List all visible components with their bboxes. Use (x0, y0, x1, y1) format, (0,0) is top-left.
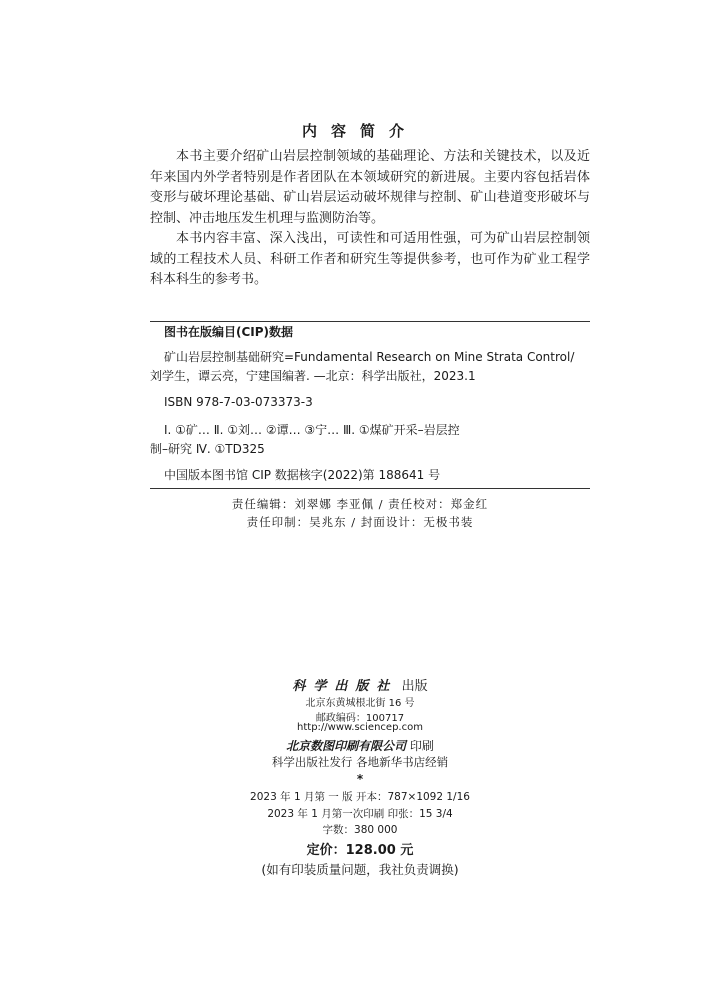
cip-title-line-2: 刘学生，谭云亮，宁建国编著. —北京：科学出版社，2023.1 (150, 369, 476, 383)
publisher-line (0, 675, 720, 694)
publisher-website: http://www.sciencep.com (297, 722, 423, 733)
publisher-suffix: 出版 (397, 679, 428, 694)
cip-isbn: ISBN 978-7-03-073373-3 (164, 395, 313, 409)
cip-heading: 图书在版编目(CIP)数据 (164, 325, 294, 339)
cip-title-line-1: 矿山岩层控制基础研究=Fundamental Research on Mine Strata Control/ (164, 350, 575, 364)
cip-block (150, 323, 590, 485)
cip-class-line-1: Ⅰ. ①矿… Ⅱ. ①刘… ②谭… ③宁… Ⅲ. ①煤矿开采–岩层控 (164, 423, 460, 437)
summary-title: 内容简介 (301, 122, 418, 140)
publisher-postcode: 邮政编码：100717 (315, 713, 405, 724)
separator-star: * (356, 772, 364, 786)
summary-paragraph-2: 本书内容丰富、深入浅出，可读性和可适用性强，可为矿山岩层控制领域的工程技术人员、科研工作者和研究生等提供参考，也可作为矿业工程学科本科生的参考书。 (150, 231, 590, 287)
summary-text (150, 147, 590, 291)
printer-suffix: 印刷 (406, 739, 434, 753)
summary-paragraph-1: 本书主要介绍矿山岩层控制领域的基础理论、方法和关键技术，以及近年来国内外学者特别是作者团队在本领域研究的新进展。主要内容包括岩体变形与破坏理论基础、矿山岩层运动破坏规律与控制、矿山巷道变形破坏与控制、冲击地压发生机理与监测防治等。 (150, 149, 590, 226)
publisher-address: 北京东黄城根北街 16 号 (305, 698, 415, 709)
cip-class-line-2: 制–研究 Ⅳ. ①TD325 (150, 442, 265, 456)
quality-notice: (如有印装质量问题，我社负责调换) (261, 862, 459, 877)
word-count: 字数：380 000 (322, 824, 398, 836)
cip-bottom-divider (150, 488, 590, 489)
printer-line (0, 737, 720, 754)
price: 定价：128.00 元 (306, 843, 414, 858)
publisher-logo: 科学出版社 (292, 679, 398, 694)
editor-credits: 责任编辑：刘翠娜 李亚佩 / 责任校对：郑金红 (231, 497, 489, 511)
cip-top-divider (150, 321, 590, 322)
production-credits: 责任印制：吴兆东 / 封面设计：无极书装 (246, 515, 474, 529)
cip-number: 中国版本图书馆 CIP 数据核字(2022)第 188641 号 (164, 468, 441, 482)
distribution-line: 科学出版社发行 各地新华书店经销 (271, 755, 449, 769)
printer-logo: 北京数图印刷有限公司 (286, 739, 407, 753)
printing-line: 2023 年 1 月第一次印刷 印张：15 3/4 (267, 808, 453, 820)
edition-line: 2023 年 1 月第 一 版 开本：787×1092 1/16 (250, 791, 470, 803)
